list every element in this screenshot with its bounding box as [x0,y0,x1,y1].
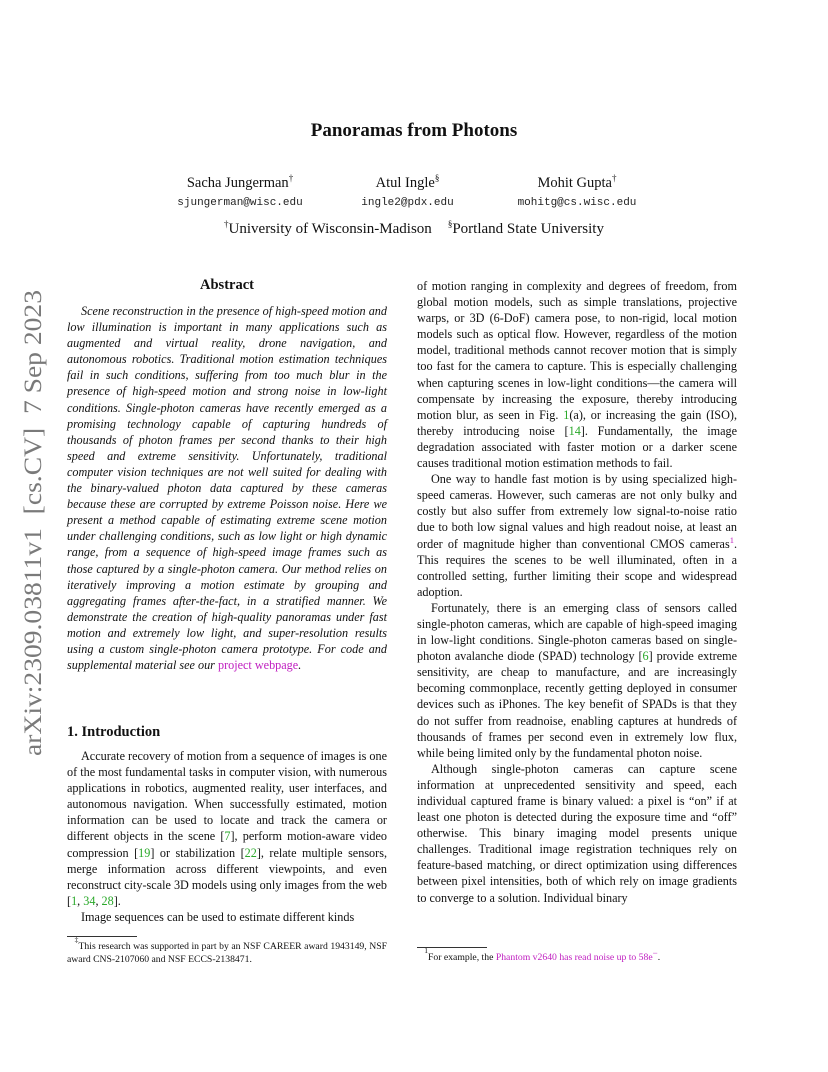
affiliation-wisc: University of Wisconsin-Madison [228,221,432,237]
project-webpage-link[interactable]: project webpage [217,658,299,673]
paper-title: Panoramas from Photons [310,120,518,141]
citation-link[interactable]: 34 [83,893,96,908]
author-email: ingle2@pdx.edu [361,197,454,209]
paragraph: Image sequences can be used to estimate different kinds [81,909,355,924]
abstract-heading: Abstract [200,277,254,293]
citation-link[interactable]: 1 [71,893,78,908]
author-2 [335,175,480,209]
citation-link[interactable]: 22 [244,845,257,860]
paragraph: One way to handle fast motion is by using specialized high-speed cameras. However, such cameras are not only bulky and costly but also suffer from extremely low signal-to-noise ratio due to both low signal values and high readout noise, at least an order of magnitude higher than conventional CMOS cameras$^1$. This requires the scenes to be well illuminated, often in a controlled setting, further limiting their scope and widespread adoption. [417,472,737,599]
arxiv-id-text: arXiv:2309.03811v1 [cs.CV] 7 Sep 2023 [18,324,47,756]
paragraph: Although single-photon cameras can capture scene information at unprecedented sensitivity and speed, each individual captured frame is binary valued: a pixel is “on” if at least one photon is detected during the exposure time and “off” otherwise. This binary imaging model presents unique challenges. Traditional image registration techniques rely on feature-based matching, or direct optimization using differences between pixel intensities, both of which rely on image gradients to converge to a solution. Individual binary [417,761,737,905]
abstract-body: Scene reconstruction in the presence of high-speed motion and low illumination is important in many applications such as augmented and virtual reality, drone navigation, and autonomous robotics. Traditional motion estimation techniques fail in such conditions, suffering from too much blur in the presence of high-speed motion and strong noise in low-light conditions. Single-photon cameras have recently emerged as a promising technology capable of capturing hundreds of thousands of photon frames per second thanks to their high speed and extreme sensitivity. Unfortunately, traditional computer vision techniques are not well suited for dealing with the binary-valued photon data captured by these cameras because these are corrupted by extreme Poisson noise. Here we present a method capable of estimating extreme scene motion under challenging conditions, such as low light or high dynamic range, from a sequence of high-speed image frames such as those captured by a single-photon camera. Our method relies on iteratively improving a motion estimate by grouping and aggregating frames after-the-fact, in a stratified manner. We demonstrate the creation of high-quality panoramas under fast motion and extremely low light, and super-resolution results using a custom single-photon camera prototype. For code and supplemental material see our project webpage. [67,304,387,673]
citation-link[interactable]: 6 [642,649,649,664]
author-name: Sacha Jungerman† [186,173,294,191]
introduction-heading: 1. Introduction [67,724,161,740]
footnote-funding: ‡This research was supported in part by an NSF CAREER award 1943149, NSF award CNS-2107060 and NSF ECCS-2138471. [67,935,387,965]
author-name: Mohit Gupta† [537,173,617,191]
paragraph: of motion ranging in complexity and degrees of freedom, from global motion models, such as simple translations, projective warps, or 3D (6-DoF) camera pose, to non-rigid, local motion models such as optical flow. However, regardless of the motion model, traditional methods cannot recover motion that is simply too fast for the camera to capture. This is especially challenging when capturing scenes in low-light conditions—the camera will compensate by increasing the exposure, thereby introducing motion blur, as seen in Fig. 1(a), or increasing the gain (ISO), thereby introducing noise [14]. Fundamentally, the image degradation associated with faster motion or a darker scene causes traditional motion estimation methods to fail. [417,279,737,471]
citation-link[interactable]: 14 [568,423,581,438]
citation-link[interactable]: 19 [138,845,151,860]
author-email: sjungerman@wisc.edu [177,197,303,209]
author-1 [160,175,320,209]
figure-link[interactable]: 1 [563,407,570,422]
paragraph: Fortunately, there is an emerging class of sensors called single-photon cameras, which are capable of high-speed imaging in low-light conditions. Single-photon cameras based on single-photon avalanche diode (SPAD) technology [6] provide extreme sensitivity, are cheap to manufacture, and are increasingly becoming commonplace, recently getting deployed in consumer devices such as iPhones. The key benefit of SPADs is that they do not suffer from readnoise, enabling captures at hundreds of thousands of frames per second even in extremely low flux, while being limited only by the fundamental photon noise. [417,600,737,760]
right-column-body [417,278,737,906]
author-name: Atul Ingle§ [375,173,440,191]
paragraph: Accurate recovery of motion from a sequence of images is one of the most fundamental tasks in computer vision, with numerous applications in robotics, augmented reality, user interfaces, and autonomous navigation. When successfully estimated, motion information can be used to locate and track the camera or different objects in the scene [7], perform motion-aware video compression [19] or stabilization [22], relate multiple sensors, merge information across different viewpoints, and even reconstruct city-scale 3D models using only images from the web [1, 34, 28]. [67,749,388,908]
author-3 [492,175,662,209]
footnote-phantom: $^1$For example, the Phantom v2640 has read noise up to 58e−. [424,946,661,963]
arxiv-identifier [8,290,52,760]
citation-link[interactable]: 7 [224,829,231,844]
affiliations: †University of Wisconsin-Madison §Portland State University [224,219,604,237]
footnote-link[interactable]: 1 [729,534,734,545]
citation-link[interactable]: 28 [101,893,114,908]
introduction-body [67,748,387,925]
author-email: mohitg@cs.wisc.edu [517,197,637,209]
affiliation-psu: Portland State University [452,221,604,237]
phantom-link[interactable]: Phantom v2640 has read noise up to 58e− [495,947,658,963]
